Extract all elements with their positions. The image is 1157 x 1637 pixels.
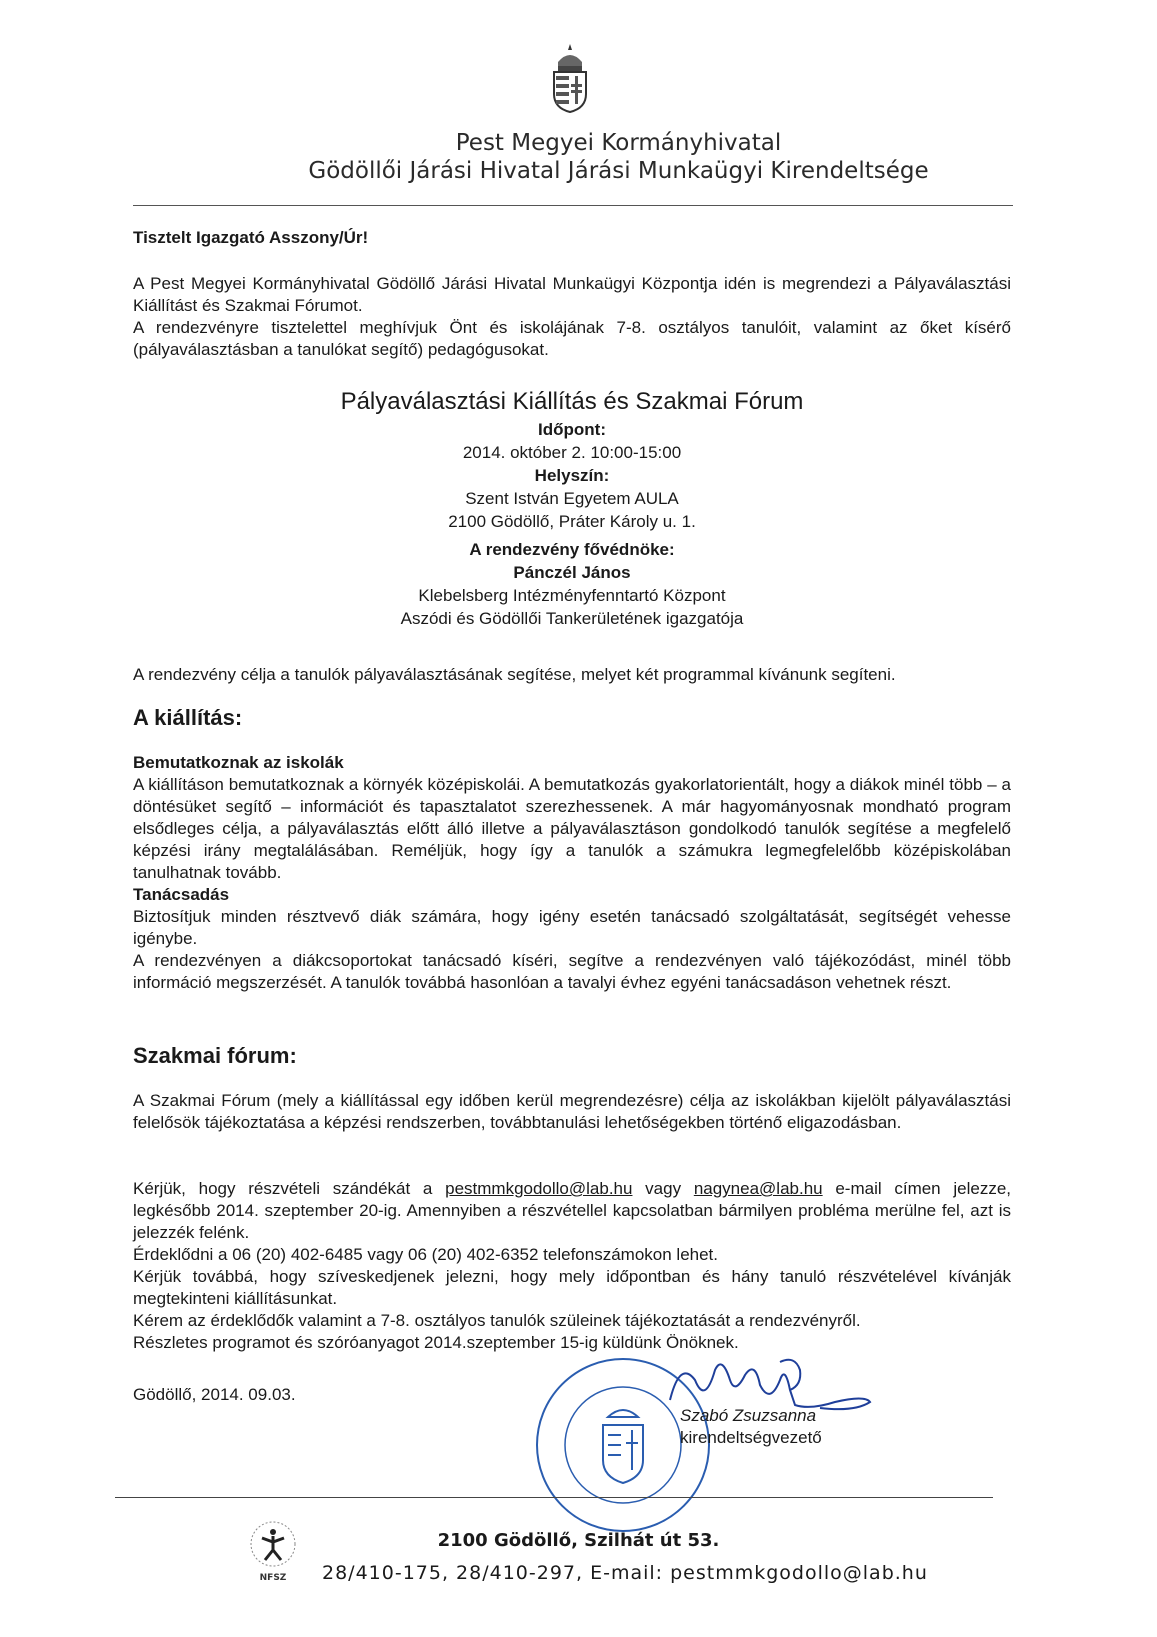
request-line4: Kérem az érdeklődők valamint a 7-8. osztályos tanulók szüleinek tájékoztatását a rendezvényről. bbox=[133, 1311, 861, 1330]
footer-contact: 28/410-175, 28/410-297, E-mail: pestmmkgodollo@lab.hu bbox=[322, 1562, 928, 1584]
request-line1 bbox=[133, 1178, 1011, 1244]
place-line2: 2100 Gödöllő, Práter Károly u. 1. bbox=[448, 512, 696, 531]
request-text-part1: Kérjük, hogy részvételi szándékát a bbox=[133, 1179, 446, 1198]
intro-line2: A rendezvényre tisztelettel meghívjuk Önt és iskolájának 7-8. osztályos tanulóit, valamint az őket kísérő (pályaválasztásban a tanulókat segítő) pedagógusokat. bbox=[133, 318, 1011, 359]
footer-divider bbox=[115, 1497, 993, 1498]
email-link-pestmmk[interactable]: pestmmkgodollo@lab.hu bbox=[445, 1179, 633, 1198]
patron-name: Pánczél János bbox=[513, 563, 631, 582]
forum-heading: Szakmai fórum: bbox=[133, 1043, 297, 1068]
patron-label: A rendezvény fővédnöke: bbox=[469, 540, 675, 559]
exhibition-heading: A kiállítás: bbox=[133, 705, 243, 730]
request-text-part3: e-mail címen jelezze, legkésőbb 2014. szeptember 20-ig. Amennyiben a részvétellel kapcsolatban bármilyen probléma merülne fel, azt is jelezzék felénk. bbox=[133, 1179, 1011, 1242]
place-label: Helyszín: bbox=[534, 466, 610, 485]
org-name-line2: Gödöllői Járási Hivatal Járási Munkaügyi Kirendeltsége bbox=[308, 158, 929, 184]
request-text-part2: vagy bbox=[632, 1179, 694, 1198]
request-line3: Kérjük továbbá, hogy szíveskedjenek jelezni, hogy mely időpontban és hány tanuló részvételével kívánják megtekinteni kiállításunkat. bbox=[133, 1267, 1011, 1308]
nfsz-logo-icon bbox=[248, 1518, 298, 1584]
time-value: 2014. október 2. 10:00-15:00 bbox=[462, 443, 682, 462]
header-divider bbox=[133, 205, 1013, 206]
counseling-text2: A rendezvényen a diákcsoportokat tanácsadó kíséri, segítve a rendezvényen való tájékozódást, minél több információ megszerzését. A tanulók továbbá hasonlóan a tavalyi évhez egyéni tanácsadáson vehetnek részt. bbox=[133, 951, 1011, 992]
signer-name: Szabó Zsuzsanna bbox=[680, 1406, 817, 1425]
intro-line1: A Pest Megyei Kormányhivatal Gödöllő Járási Hivatal Munkaügyi Központja idén is megrendezi a Pályaválasztási Kiállítást és Szakmai Fórumot. bbox=[133, 274, 1011, 315]
patron-block bbox=[133, 538, 1011, 630]
date-line: Gödöllő, 2014. 09.03. bbox=[133, 1385, 296, 1404]
forum-paragraph: A Szakmai Fórum (mely a kiállítással egy időben kerül megrendezésre) célja az iskolákban kijelölt pályaválasztási felelősök tájékoztatása a képzési rendszerben, továbbtanulási lehetőségekben történő eligazodásban. bbox=[133, 1091, 1011, 1132]
request-line2: Érdeklődni a 06 (20) 402-6485 vagy 06 (20) 402-6352 telefonszámokon lehet. bbox=[133, 1245, 718, 1264]
goal-paragraph: A rendezvény célja a tanulók pályaválasztásának segítése, melyet két programmal kívánunk segíteni. bbox=[133, 665, 896, 684]
org-name-line1: Pest Megyei Kormányhivatal bbox=[455, 130, 782, 156]
request-paragraph bbox=[133, 1178, 1011, 1354]
exhibition-section bbox=[133, 752, 1011, 994]
patron-org2: Aszódi és Gödöllői Tankerületének igazgatója bbox=[400, 609, 744, 628]
signer-block bbox=[680, 1405, 822, 1449]
event-title: Pályaválasztási Kiállítás és Szakmai Fórum bbox=[340, 388, 804, 415]
schools-subheading: Bemutatkoznak az iskolák bbox=[133, 753, 344, 772]
salutation: Tisztelt Igazgató Asszony/Úr! bbox=[133, 228, 369, 247]
counseling-subheading: Tanácsadás bbox=[133, 885, 230, 904]
patron-org1: Klebelsberg Intézményfenntartó Központ bbox=[418, 586, 726, 605]
event-details bbox=[133, 418, 1011, 533]
place-line1: Szent István Egyetem AULA bbox=[465, 489, 679, 508]
email-link-nagynea[interactable]: nagynea@lab.hu bbox=[693, 1179, 823, 1198]
schools-text: A kiállításon bemutatkoznak a környék középiskolái. A bemutatkozás gyakorlatorientált, hogy a diákok minél több – a döntésüket segítő – információt és tapasztalatot szerezhessenek. A már hagyományosnak mondható program elsődleges célja, a pályaválasztás előtt álló illetve a pályaválasztáson gondolkodó tanulók segítése a megfelelő képzési irány megtalálásában. Reméljük, hogy így a tanulók a számukra legmegfelelőbb középiskolában tanulhatnak tovább. bbox=[133, 775, 1011, 882]
hungarian-coat-of-arms-icon bbox=[548, 42, 592, 114]
request-line5: Részletes programot és szóróanyagot 2014.szeptember 15-ig küldünk Önöknek. bbox=[133, 1333, 739, 1352]
intro-paragraph bbox=[133, 273, 1011, 361]
time-label: Időpont: bbox=[538, 420, 606, 439]
svg-text:NFSZ: NFSZ bbox=[259, 1573, 287, 1583]
counseling-text1: Biztosítjuk minden résztvevő diák számára, hogy igény esetén tanácsadó szolgáltatását, segítségét vehesse igénybe. bbox=[133, 907, 1011, 948]
signer-role: kirendeltségvezető bbox=[680, 1428, 822, 1447]
footer-address: 2100 Gödöllő, Szilhát út 53. bbox=[437, 1530, 720, 1551]
